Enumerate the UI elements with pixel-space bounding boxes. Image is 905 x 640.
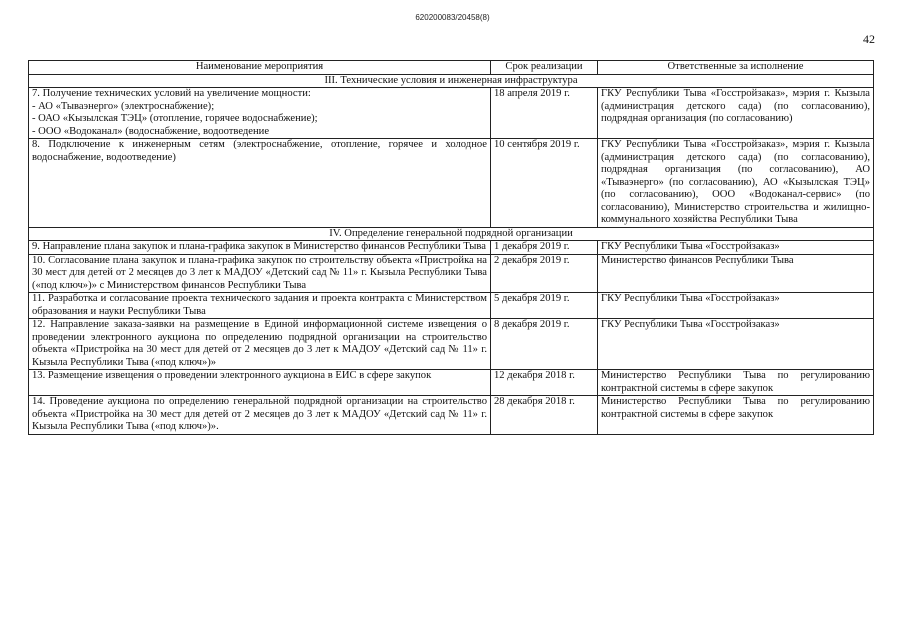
activity-cell: 11. Разработка и согласование проекта технического задания и проекта контракта с Министерством образования и науки Республики Тыва (29, 293, 491, 319)
deadline-cell: 28 декабря 2018 г. (491, 396, 598, 435)
page-number: 42 (863, 32, 875, 46)
activity-cell: 10. Согласование плана закупок и плана-графика закупок по строительству объекта «Пристройка на 30 мест для детей от 2 месяцев до 3 лет к МАДОУ «Детский сад № 11» г. Кызыла Республики Тыва («под ключ»)» с Министерством финансов Республики Тыва (29, 254, 491, 293)
activity-cell: 12. Направление заказа-заявки на размещение в Единой информационной системе извещения о проведении электронного аукциона по определению подрядной организации на строительство объекта «Пристройка на 30 мест для детей от 2 месяцев до 3 лет к МАДОУ «Детский сад № 11» г. Кызыла Республики Тыва («под ключ»)» (29, 319, 491, 370)
activity-cell (29, 88, 491, 139)
activity-cell: 9. Направление плана закупок и плана-графика закупок в Министерство финансов Республики Тыва (29, 241, 491, 255)
section-row (29, 74, 874, 88)
table-row (29, 396, 874, 435)
activity-cell: 8. Подключение к инженерным сетям (электроснабжение, отопление, горячее и холодное водоснабжение, водоотведение) (29, 139, 491, 228)
section-row (29, 227, 874, 241)
activities-table (28, 60, 874, 435)
column-header-responsible: Ответственные за исполнение (598, 61, 874, 75)
column-header-deadline: Срок реализации (491, 61, 598, 75)
section-title: III. Технические условия и инженерная инфраструктура (29, 74, 874, 88)
responsible-cell: ГКУ Республики Тыва «Госстройзаказ» (598, 241, 874, 255)
table-row (29, 370, 874, 396)
column-header-activity: Наименование мероприятия (29, 61, 491, 75)
table-header-row (29, 61, 874, 75)
responsible-cell: ГКУ Республики Тыва «Госстройзаказ», мэрия г. Кызыла (администрация детского сада) (по согласованию), подрядная организация (по согласованию), АО «Тываэнерго» (по согласованию), АО «Кызылская ТЭЦ» (по согласованию), ООО «Водоканал-сервис» (по согласованию), Министерство строительства и жилищно-коммунального хозяйства Республики Тыва (598, 139, 874, 228)
section-title: IV. Определение генеральной подрядной организации (29, 227, 874, 241)
table-body (29, 74, 874, 434)
responsible-cell: ГКУ Республики Тыва «Госстройзаказ», мэрия г. Кызыла (администрация детского сада) (по согласованию), подрядная организация (по согласованию) (598, 88, 874, 139)
activity-line: - АО «Тываэнерго» (электроснабжение); (32, 100, 215, 112)
activity-line: 7. Получение технических условий на увеличение мощности: (32, 88, 311, 99)
responsible-cell: Министерство финансов Республики Тыва (598, 254, 874, 293)
deadline-cell: 1 декабря 2019 г. (491, 241, 598, 255)
deadline-cell: 2 декабря 2019 г. (491, 254, 598, 293)
table-row (29, 293, 874, 319)
deadline-cell: 5 декабря 2019 г. (491, 293, 598, 319)
table-row (29, 88, 874, 139)
deadline-cell: 18 апреля 2019 г. (491, 88, 598, 139)
responsible-cell: ГКУ Республики Тыва «Госстройзаказ» (598, 319, 874, 370)
deadline-cell: 10 сентября 2019 г. (491, 139, 598, 228)
table-row (29, 139, 874, 228)
activity-cell: 13. Размещение извещения о проведении электронного аукциона в ЕИС в сфере закупок (29, 370, 491, 396)
deadline-cell: 12 декабря 2018 г. (491, 370, 598, 396)
deadline-cell: 8 декабря 2019 г. (491, 319, 598, 370)
responsible-cell: Министерство Республики Тыва по регулированию контрактной системы в сфере закупок (598, 396, 874, 435)
activity-line: - ОАО «Кызылская ТЭЦ» (отопление, горячее водоснабжение); (32, 113, 318, 124)
table-row (29, 254, 874, 293)
document-code: 620200083/20458(8) (415, 13, 490, 22)
table-row (29, 319, 874, 370)
responsible-cell: Министерство Республики Тыва по регулированию контрактной системы в сфере закупок (598, 370, 874, 396)
activity-line: - ООО «Водоканал» (водоснабжение, водоотведение (32, 125, 270, 137)
table-row (29, 241, 874, 255)
responsible-cell: ГКУ Республики Тыва «Госстройзаказ» (598, 293, 874, 319)
activity-cell: 14. Проведение аукциона по определению генеральной подрядной организации на строительство объекта «Пристройка на 30 мест для детей от 2 месяцев до 3 лет к МАДОУ «Детский сад № 11» г. Кызыла Республики Тыва («под ключ»)». (29, 396, 491, 435)
